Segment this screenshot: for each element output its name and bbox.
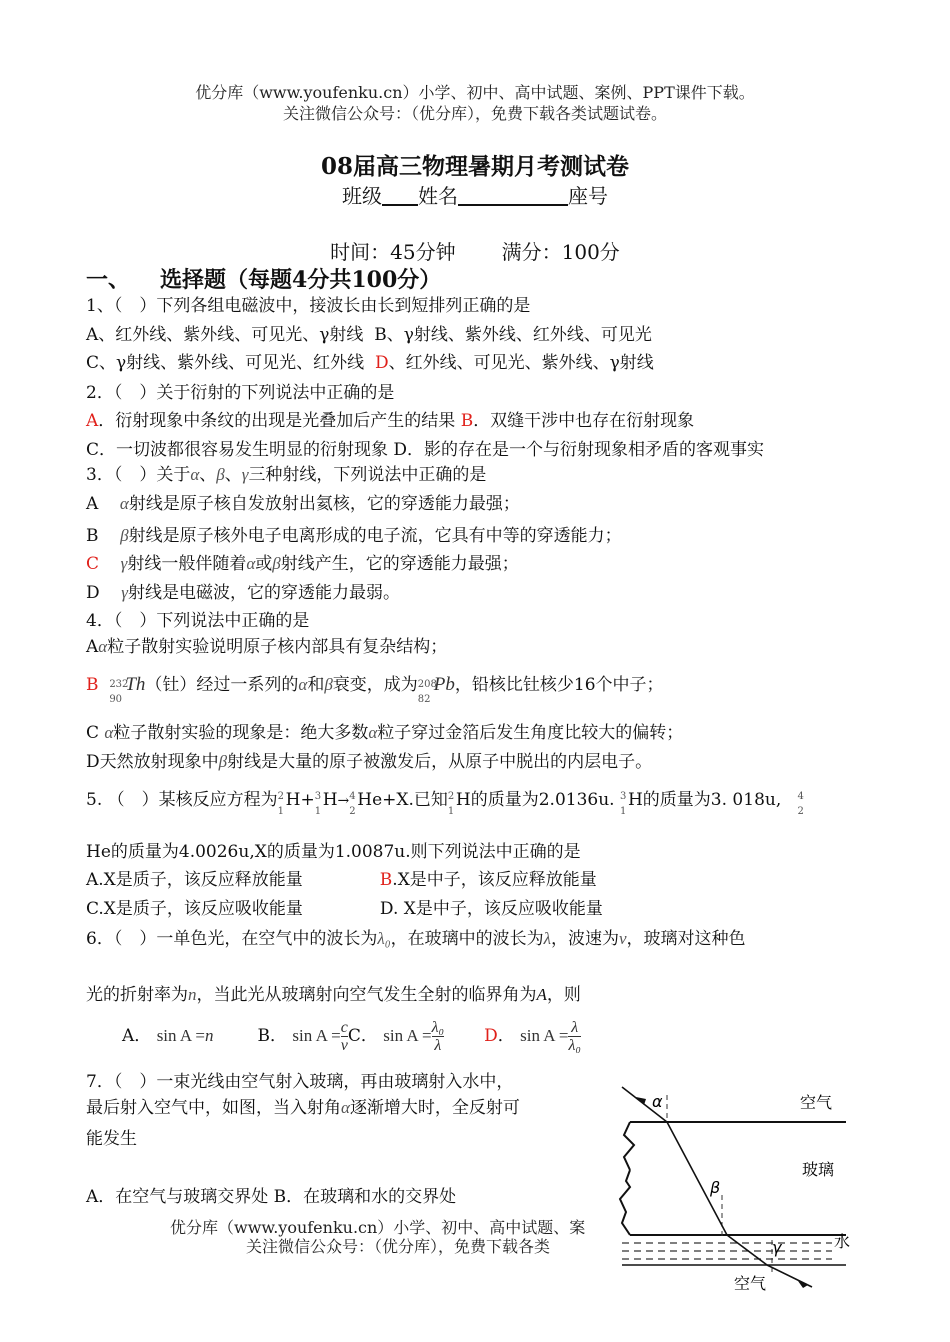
q3-option-c <box>86 554 519 574</box>
q2-options-cd <box>86 440 764 460</box>
frac-num: λ <box>568 1019 581 1037</box>
air-top-label: 空气 <box>800 1093 833 1112</box>
h3b-mass: 3 <box>619 791 627 802</box>
th-symbol: Th <box>125 674 146 695</box>
water-layer <box>622 1243 832 1259</box>
q5-options-cd <box>86 899 603 919</box>
q4-text-a: 粒子散射实验说明原子核内部具有复杂结构； <box>107 637 448 657</box>
q5-option-c: C.X是质子，该反应吸收能量 <box>86 899 303 919</box>
sinA-expr: sin A = <box>383 1026 432 1045</box>
alpha-symbol: α <box>119 494 129 513</box>
q7-line-3: 能发生 <box>86 1129 137 1149</box>
q2-option-c: C．一切波都很容易发生明显的衍射现象 <box>86 440 389 460</box>
h3b-nuclide <box>619 787 628 817</box>
q1-option-d: 、红外线、可见光、紫外线、γ射线 <box>388 353 654 373</box>
h2-z: 1 <box>277 806 284 817</box>
q4-letter-c: C <box>86 723 100 743</box>
q1-option-c: C、γ射线、紫外线、可见光、红外线 <box>86 353 365 373</box>
q4-option-a <box>86 637 447 657</box>
q7-options: A．在空气与玻璃交界处 B．在玻璃和水的交界处 <box>86 1187 457 1207</box>
q3-text-c-post: 射线产生，它的穿透能力最强； <box>280 554 519 574</box>
q3-text-c-pre: 射线一般伴随着 <box>127 554 247 574</box>
q4-option-c <box>86 723 683 743</box>
c-over-v <box>341 1019 348 1054</box>
q4-answer-b: B <box>86 675 99 695</box>
q3-text-b: 射线是原子核外电子电离形成的电子流，它具有中等的穿透能力； <box>128 526 622 546</box>
frac-den: λ <box>434 1037 442 1054</box>
alpha-symbol: α <box>246 554 256 573</box>
sinA-expr: sin A = <box>156 1026 206 1045</box>
class-blank[interactable] <box>382 186 418 206</box>
q2-option-b: ．双缝干涉中也存在衍射现象 <box>473 411 695 431</box>
gamma-symbol: γ <box>241 465 249 484</box>
q6-stem <box>86 929 746 949</box>
alpha-symbol: α <box>98 637 108 656</box>
q3-stem-pre: 3．（ ）关于 <box>86 465 191 485</box>
q5-h3: H <box>322 790 338 810</box>
q2-answer-a: A <box>86 411 99 431</box>
time-label: 时间：45分钟 <box>330 240 456 264</box>
alpha-symbol: α <box>368 723 378 742</box>
q3-text-a: 射线是原子核自发放射出氦核，它的穿透能力最强； <box>128 494 520 514</box>
lambda-symbol: λ <box>543 929 551 948</box>
A-symbol: A <box>536 985 547 1004</box>
q3-option-a <box>86 494 520 514</box>
q5-options-ab <box>86 870 597 890</box>
h2b-z: 1 <box>447 806 455 817</box>
th-atomic-number: 90 <box>109 694 123 705</box>
q5-h2-mass: H的质量为2.0136u. <box>455 790 615 810</box>
q6-line2-mid: ，当此光从玻璃射向空气发生全射的临界角为 <box>196 985 537 1005</box>
q5-stem <box>86 787 805 817</box>
q2-options-ab <box>86 411 694 431</box>
q5-h3-mass: H的质量为3. 018u, <box>627 790 782 810</box>
q3-stem <box>86 465 486 485</box>
reaction-arrow: → <box>337 793 350 809</box>
alpha-symbol: α <box>341 1098 350 1117</box>
q5-answer-b: B <box>379 870 393 890</box>
pb-symbol: Pb <box>433 674 455 695</box>
q4-text-d-2: 射线是大量的原子被激发后，从原子中脱出的内层电子。 <box>227 752 653 772</box>
q4-option-b <box>86 672 664 705</box>
q4-text-c-1: 粒子散射实验的现象是：绝大多数 <box>113 723 369 743</box>
q1-options-ab <box>86 325 652 345</box>
lead-nuclide <box>417 672 437 705</box>
exam-meta <box>0 236 950 265</box>
q6-post: ，玻璃对这种色 <box>626 929 746 949</box>
q6-line2-pre: 光的折射率为 <box>86 985 188 1005</box>
q6-letter-b: B． <box>257 1026 288 1046</box>
q7-line2-pre: 最后射入空气中，如图，当入射角 <box>86 1098 341 1118</box>
page-title: 08届高三物理暑期月考测试卷 <box>320 153 629 180</box>
q7-line-2 <box>86 1098 520 1118</box>
he2-nuclide <box>797 787 805 817</box>
n-symbol: n <box>205 1026 214 1045</box>
q4-text-b-2: 衰变，成为 <box>332 675 418 695</box>
q5-stem-line2: He的质量为4.0026u,X的质量为1.0087u.则下列说法中正确的是 <box>86 842 581 862</box>
footer-line-2: 关注微信公众号：（优分库），免费下载各类 <box>246 1237 551 1256</box>
q6-stem-line2 <box>86 985 581 1005</box>
q6-options <box>122 1016 581 1056</box>
seat-label: 座号 <box>568 184 608 208</box>
q5-option-d: D. X是中子，该反应吸收能量 <box>379 899 603 919</box>
h2b-mass: 2 <box>447 791 455 802</box>
q3-letter-b: B <box>86 526 99 546</box>
frac-num: λ₀ <box>431 1019 445 1036</box>
q6-mid1: ，在玻璃中的波长为 <box>390 929 544 949</box>
q3-letter-a: A <box>86 494 99 514</box>
q4-text-b-and: 和 <box>307 675 325 695</box>
lambda-over-lambda0 <box>568 1019 581 1054</box>
name-blank[interactable] <box>458 186 568 206</box>
q7-line2-post: 逐渐增大时，全反射可 <box>349 1098 520 1118</box>
section-number: 一、 <box>86 267 131 293</box>
q1-stem: 1、（ ）下列各组电磁波中，接波长由长到短排列正确的是 <box>86 296 531 316</box>
alpha-symbol: α <box>104 723 114 742</box>
q4-option-d <box>86 752 652 772</box>
q4-text-d-1: D天然放射现象中 <box>86 752 219 772</box>
header-line-2: 关注微信公众号：（优分库），免费下载各类试题试卷。 <box>282 104 667 123</box>
frac-den: λ₀ <box>568 1037 581 1054</box>
q7-line-1: 7．（ ）一束光线由空气射入玻璃，再由玻璃射入水中， <box>86 1072 514 1092</box>
q4-text-c-2: 粒子穿过金箔后发生角度比较大的偏转； <box>377 723 684 743</box>
q3-letter-d: D <box>86 583 100 603</box>
q1-answer-d: D <box>374 353 389 373</box>
section-title: 选择题（每题4分共100分） <box>160 267 442 293</box>
q3-option-d <box>86 583 400 603</box>
q6-letter-a: A． <box>122 1026 152 1046</box>
h3b-z: 1 <box>619 806 627 817</box>
he-mass: 4 <box>349 791 356 802</box>
student-info-line <box>0 180 950 209</box>
h2-nuclide <box>277 787 286 817</box>
v-symbol: v <box>618 929 627 948</box>
footer-line-1: 优分库（www.youfenku.cn）小学、初中、高中试题、案 <box>170 1218 586 1237</box>
h3-mass: 3 <box>314 791 322 802</box>
beta-symbol: β <box>324 675 333 694</box>
h2b-nuclide <box>447 787 456 817</box>
th-mass-number: 232 <box>109 679 129 690</box>
alpha-label: α <box>652 1092 663 1111</box>
q4-text-b-3: ，铅核比钍核少16个中子； <box>454 675 664 695</box>
beta-symbol: β <box>120 526 129 545</box>
q3-text-d: 射线是电磁波，它的穿透能力最弱。 <box>127 583 400 603</box>
pb-atomic-number: 82 <box>417 694 431 705</box>
water-label: 水 <box>834 1232 851 1251</box>
gamma-label: γ <box>772 1238 782 1257</box>
frac-den: v <box>340 1037 348 1054</box>
q1-options-cd <box>86 353 654 373</box>
score-label: 满分：100分 <box>501 240 620 264</box>
q6-stem-pre: 6．（ ）一单色光，在空气中的波长为 <box>86 929 378 949</box>
n-symbol: n <box>188 985 197 1004</box>
pb-mass-number: 208 <box>417 679 437 690</box>
he2-z: 2 <box>797 806 804 817</box>
refraction-diagram <box>612 1075 862 1297</box>
lambda0-symbol: λ₀ <box>377 929 391 948</box>
glass-label: 玻璃 <box>802 1160 835 1179</box>
alpha-symbol: α <box>190 465 200 484</box>
q6-line2-post: ，则 <box>546 985 581 1005</box>
he-nuclide <box>349 787 357 817</box>
q6-letter-d-dot: ． <box>497 1026 515 1046</box>
q2-stem: 2．（ ）关于衍射的下列说法中正确的是 <box>86 383 395 403</box>
beta-label: β <box>710 1178 721 1197</box>
q1-option-b: B、γ射线、紫外线、红外线、可见光 <box>374 325 652 345</box>
beta-symbol: β <box>216 465 225 484</box>
sinA-expr: sin A = <box>292 1026 341 1045</box>
q2-option-a: ．衍射现象中条纹的出现是光叠加后产生的结果 <box>98 411 456 431</box>
sinA-expr: sin A = <box>520 1026 569 1045</box>
thorium-nuclide <box>109 672 129 705</box>
class-label: 班级 <box>342 184 382 208</box>
gamma-symbol: γ <box>121 583 128 602</box>
he-z: 2 <box>349 806 356 817</box>
header-line-1: 优分库（www.youfenku.cn）小学、初中、高中试题、案例、PPT课件下载。 <box>195 83 755 102</box>
q3-option-b <box>86 526 622 546</box>
q5-stem-pre: 5. （ ）某核反应方程为 <box>86 790 278 810</box>
he2-mass: 4 <box>797 791 804 802</box>
q3-stem-post: 三种射线，下列说法中正确的是 <box>248 465 487 485</box>
q2-option-d: D．影的存在是一个与衍射现象相矛盾的客观事实 <box>393 440 765 460</box>
h2-mass: 2 <box>277 791 284 802</box>
q5-option-a: A.X是质子，该反应释放能量 <box>86 870 303 890</box>
h3-nuclide <box>314 787 323 817</box>
beta-symbol: β <box>218 752 228 771</box>
h3-z: 1 <box>314 806 322 817</box>
lambda0-over-lambda <box>432 1019 445 1054</box>
q6-letter-c: C． <box>347 1026 378 1046</box>
q6-mid2: ，波速为 <box>550 929 619 949</box>
name-label: 姓名 <box>418 184 458 208</box>
q5-option-b: .X是中子，该反应释放能量 <box>392 870 597 890</box>
alpha-symbol: α <box>298 675 308 694</box>
q5-he: He+X.已知 <box>357 790 448 810</box>
q3-answer-c: C <box>86 554 100 574</box>
section-heading <box>86 263 441 294</box>
beta-symbol: β <box>272 554 281 573</box>
q3-sep: 、 <box>199 465 217 485</box>
q3-text-c-mid: 或 <box>255 554 273 574</box>
q1-option-a: A、红外线、紫外线、可见光、γ射线 <box>86 325 364 345</box>
gamma-symbol: γ <box>120 554 128 573</box>
q4-letter-a: A <box>86 637 99 657</box>
q4-stem: 4．（ ）下列说法中正确的是 <box>86 611 310 631</box>
air-bottom-label: 空气 <box>734 1274 767 1293</box>
q6-answer-d: D <box>484 1026 498 1046</box>
q2-answer-b: B <box>460 411 474 431</box>
q5-h2: H+ <box>285 790 315 810</box>
frac-num: c <box>340 1019 348 1036</box>
q3-sep: 、 <box>224 465 242 485</box>
q4-text-b-1: （钍）经过一系列的 <box>145 675 299 695</box>
